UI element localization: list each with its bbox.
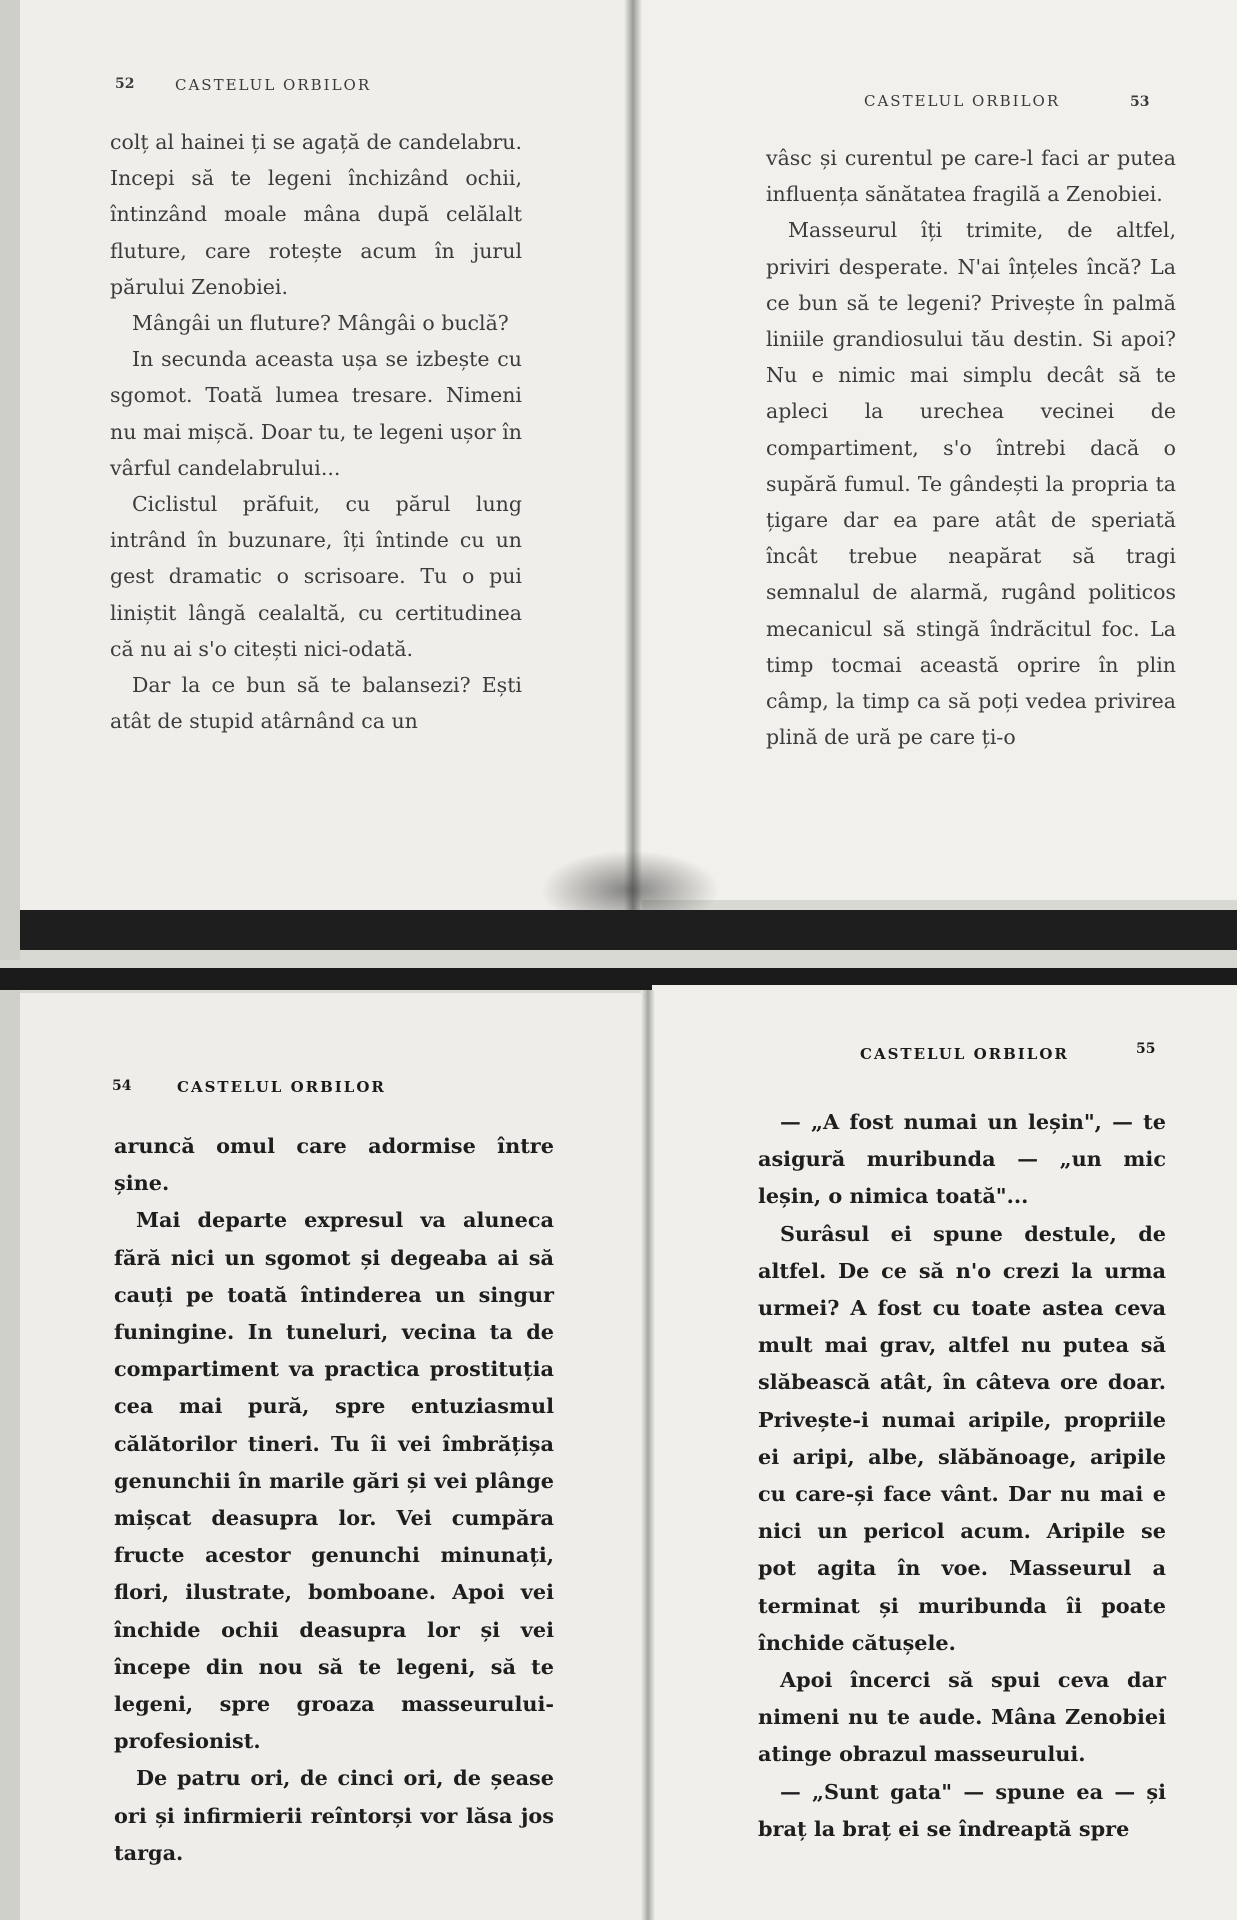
page-number: 55 <box>1136 1041 1156 1057</box>
page-number: 53 <box>1130 94 1150 110</box>
page-52 <box>20 0 642 916</box>
paragraph: Mângâi un fluture? Mângâi o buclă? <box>132 311 509 336</box>
scan-margin-left-top <box>0 0 20 960</box>
page-text <box>110 124 522 739</box>
paragraph: Apoi încerci să spui ceva dar nimeni nu te aude. Mâna Zenobiei atinge obrazul masseurului. <box>758 1667 1166 1767</box>
paragraph: — „Sunt gata" — spune ea — și braț la braț ei se îndreaptă spre <box>758 1778 1166 1841</box>
page-text <box>114 1127 554 1871</box>
page-number: 54 <box>112 1078 132 1094</box>
paragraph: De patru ori, de cinci ori, de șease ori și infirmierii reîntorși vor lăsa jos targa. <box>114 1765 554 1865</box>
running-header: CASTELUL ORBILOR <box>175 76 372 94</box>
paragraph: Ciclistul prăfuit, cu părul lung intrând în buzunare, îți întinde cu un gest dramatic o scrisoare. Tu o pui liniștit lângă cealaltă, cu certitudinea că nu ai s'o citești nici-odată. <box>110 492 522 661</box>
page-53 <box>642 0 1237 900</box>
page-text <box>758 1103 1166 1847</box>
binding-fold-bottom <box>641 990 655 1920</box>
page-54 <box>20 993 647 1920</box>
page-text <box>766 140 1176 755</box>
paragraph: vâsc și curentul pe care-l faci ar putea influența sănătatea fragilă a Zenobiei. <box>766 146 1176 207</box>
paragraph: aruncă omul care adormise între șine. <box>114 1133 554 1196</box>
running-header: CASTELUL ORBILOR <box>860 1045 1069 1063</box>
paragraph: colț al hainei ți se agață de candelabru. Incepi să te legeni închizând ochii, întinzând moale mâna după celălalt fluture, care rotește acum în jurul părului Zenobiei. <box>110 130 522 299</box>
binding-fold-top <box>624 0 642 912</box>
page-55 <box>652 985 1237 1920</box>
scan-margin-left-bottom <box>0 990 20 1920</box>
paragraph: In secunda aceasta ușa se izbește cu sgomot. Toată lumea tresare. Nimeni nu mai mișcă. Doar tu, te legeni ușor în vârful candelabrului... <box>110 347 522 480</box>
paragraph: — „A fost numai un leșin", — te asigură muribunda — „un mic leșin, o nimica toată"... <box>758 1109 1166 1209</box>
paragraph: Surâsul ei spune destule, de altfel. De ce să n'o crezi la urma urmei? A fost cu toate astea ceva mult mai grav, altfel nu putea să slăbească atât, în câteva ore doar. Privește-i numai aripile, propriile ei aripi, albe, slăbănoage, aripile cu care-și face vânt. Dar nu mai e nici un pericol acum. Aripile se pot agita în voe. Masseurul a terminat și muribunda îi poate închide cătușele. <box>758 1220 1166 1655</box>
paragraph: Masseurul îți trimite, de altfel, priviri desperate. N'ai înțeles încă? La ce bun să te legeni? Privește în palmă liniile grandiosului tău destin. Si apoi? Nu e nimic mai simplu decât să te apleci la urechea vecinei de compartiment, s'o întrebi dacă o supără fumul. Te gândești la propria ta țigare dar ea pare atât de speriată încât trebue neapărat să tragi semnalul de alarmă, rugând politicos mecanicul să stingă îndrăcitul foc. La timp tocmai această oprire în plin câmp, la timp ca să poți vedea privirea plină de ură pe care ți-o <box>766 218 1176 750</box>
running-header: CASTELUL ORBILOR <box>177 1078 386 1096</box>
paragraph: Dar la ce bun să te balansezi? Ești atât de stupid atârnând ca un <box>110 673 522 734</box>
paragraph: Mai departe expresul va aluneca fără nici un sgomot și degeaba ai să cauți pe toată întinderea un singur funingine. In tuneluri, vecina ta de compartiment va practica prostituția cea mai pură, spre entuziasmul călătorilor tineri. Tu îi vei îmbrățișa genunchii în marile gări și vei plânge mișcat deasupra lor. Vei cumpăra fructe acestor genunchi minunați, flori, ilustrate, bomboane. Apoi vei închide ochii deasupra lor și vei începe din nou să te legeni, să te legeni, spre groaza masseurului-profesionist. <box>114 1207 554 1754</box>
scan-shadow-band <box>20 910 1237 950</box>
running-header: CASTELUL ORBILOR <box>864 92 1061 110</box>
page-number: 52 <box>115 76 135 92</box>
